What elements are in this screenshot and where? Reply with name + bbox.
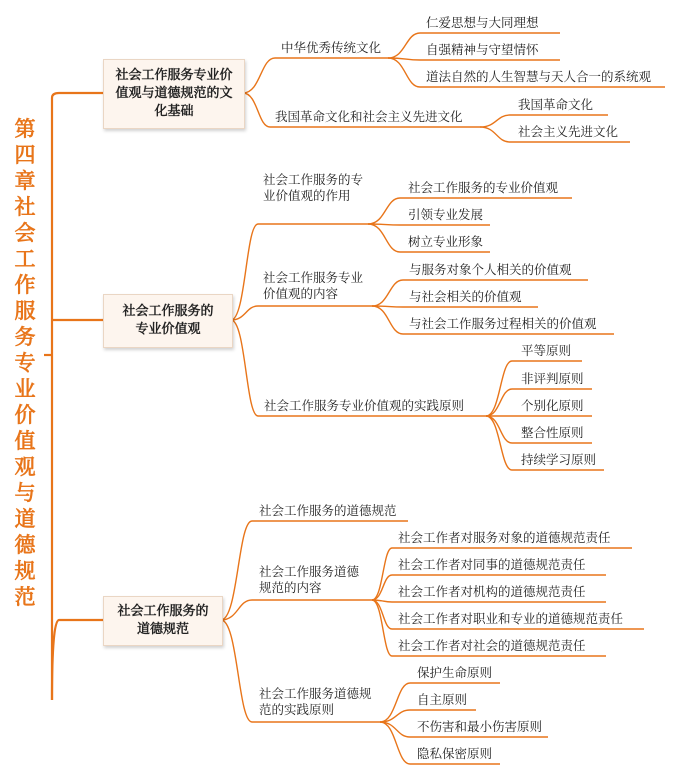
chapter-title-char: 观 — [14, 455, 36, 479]
leaf-item: 社会工作者对同事的道德规范责任 — [398, 557, 586, 572]
leaf-item: 社会工作者对机构的道德规范责任 — [398, 584, 586, 599]
connector-line — [52, 93, 103, 98]
leaf-item: 与社会相关的价值观 — [409, 289, 522, 304]
chapter-title-char: 专 — [14, 351, 36, 375]
leaf-item: 不伤害和最小伤害原则 — [417, 719, 543, 734]
leaf-item: 非评判原则 — [521, 371, 584, 386]
chapter-title-char: 规 — [14, 559, 36, 583]
chapter-title-char: 章 — [14, 169, 36, 193]
leaf-item: 个别化原则 — [521, 398, 584, 413]
leaf-item: 我国革命文化 — [518, 97, 594, 112]
connector-line — [372, 306, 538, 307]
topic-ethics-content: 社会工作服务道德规范的内容 — [259, 564, 360, 595]
chapter-title-char: 价 — [14, 403, 36, 427]
topic-ethics-principles: 社会工作服务道德规范的实践原则 — [259, 686, 372, 717]
leaf-item: 与社会工作服务过程相关的价值观 — [409, 316, 597, 331]
section-professional-values: 社会工作服务的专业价值观 — [103, 294, 233, 348]
connector-line — [221, 600, 372, 620]
chapter-title-char: 范 — [14, 585, 36, 609]
chapter-title-char: 四 — [14, 143, 36, 167]
connector-line — [243, 58, 388, 93]
leaf-item: 隐私保密原则 — [417, 746, 493, 761]
chapter-title-char: 业 — [14, 377, 36, 401]
leaf-item: 持续学习原则 — [521, 452, 597, 467]
leaf-item: 社会工作服务的专业价值观 — [408, 180, 559, 195]
connector-line — [368, 224, 490, 225]
leaf-item: 整合性原则 — [521, 425, 584, 440]
connector-line — [388, 58, 560, 60]
chapter-title-char: 工 — [14, 247, 36, 271]
topic-values-principles: 社会工作服务专业价值观的实践原则 — [264, 398, 465, 413]
chapter-title-char: 社 — [14, 195, 36, 219]
chapter-title-char: 作 — [14, 273, 36, 297]
leaf-item: 道法自然的人生智慧与天人合一的系统观 — [426, 69, 652, 84]
chapter-title-char: 第 — [14, 117, 36, 141]
section-ethical-norms: 社会工作服务的道德规范 — [103, 596, 223, 646]
leaf-item: 社会工作者对社会的道德规范责任 — [398, 638, 586, 653]
leaf-item: 社会工作者对服务对象的道德规范责任 — [398, 530, 611, 545]
connector-line — [231, 306, 372, 320]
leaf-item: 引领专业发展 — [408, 207, 484, 222]
chapter-title-char: 道 — [14, 507, 36, 531]
chapter-title-char: 务 — [14, 325, 36, 349]
topic-revolutionary-culture: 我国革命文化和社会主义先进文化 — [275, 109, 463, 124]
topic-values-role: 社会工作服务的专业价值观的作用 — [263, 172, 364, 203]
chapter-title — [14, 116, 36, 610]
connector-line — [52, 620, 103, 700]
chapter-title-char: 会 — [14, 221, 36, 245]
leaf-item: 社会主义先进文化 — [518, 124, 619, 139]
leaf-item: 树立专业形象 — [408, 234, 484, 249]
leaf-item: 社会工作者对职业和专业的道德规范责任 — [398, 611, 624, 626]
connector-line — [372, 600, 606, 602]
chapter-title-char: 德 — [14, 533, 36, 557]
leaf-item: 保护生命原则 — [417, 665, 493, 680]
chapter-title-char: 值 — [14, 429, 36, 453]
leaf-item: 自主原则 — [417, 692, 468, 707]
leaf-item: 仁爱思想与大同理想 — [426, 15, 539, 30]
section-cultural-foundation: 社会工作服务专业价值观与道德规范的文化基础 — [103, 59, 245, 129]
topic-traditional-culture: 中华优秀传统文化 — [281, 40, 382, 55]
topic-values-content: 社会工作服务专业价值观的内容 — [263, 270, 364, 301]
chapter-title-char: 服 — [14, 299, 36, 323]
chapter-title-char: 与 — [14, 481, 36, 505]
leaf-item: 平等原则 — [521, 343, 572, 358]
leaf-item: 与服务对象个人相关的价值观 — [409, 262, 572, 277]
leaf-item: 自强精神与守望情怀 — [426, 42, 539, 57]
topic-ethical-norms: 社会工作服务的道德规范 — [259, 503, 397, 518]
